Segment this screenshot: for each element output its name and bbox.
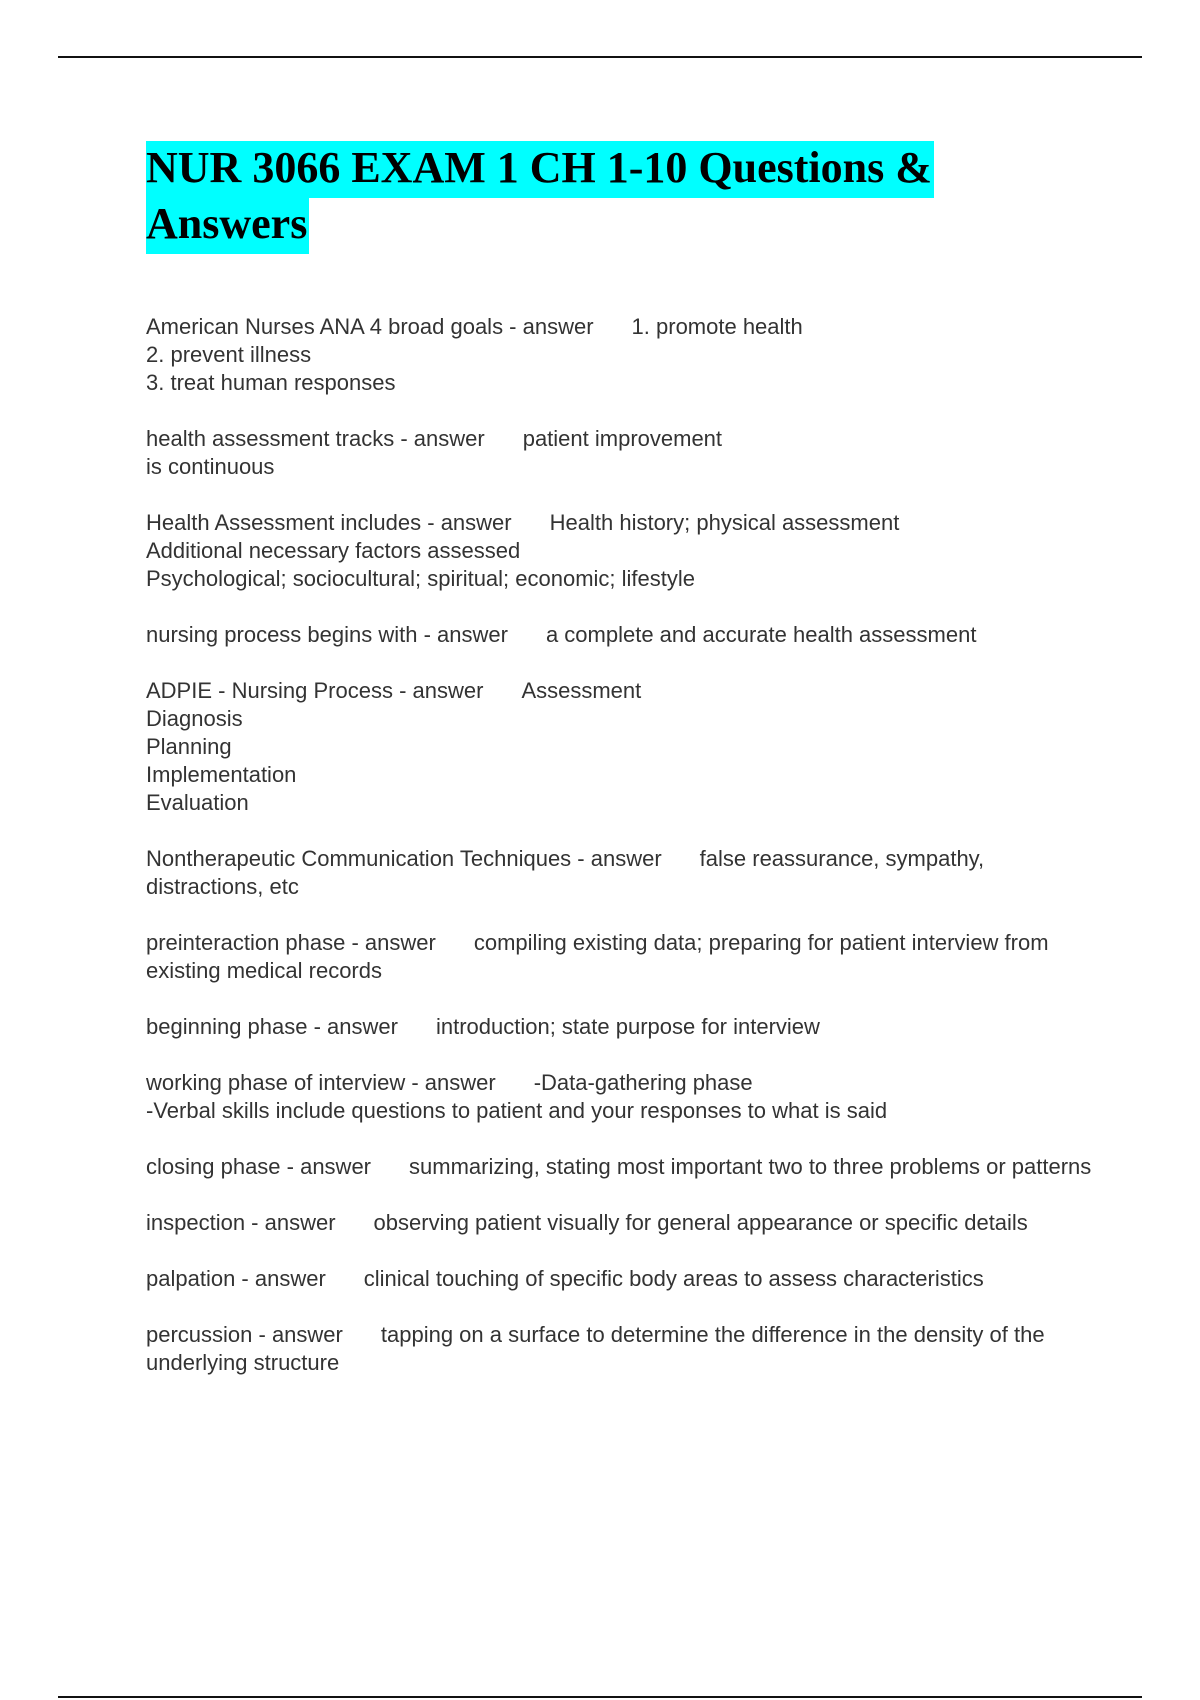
qa-answer: patient improvement [522, 426, 723, 451]
qa-term: American Nurses ANA 4 broad goals - answer [146, 314, 594, 339]
qa-term: palpation - answer [146, 1266, 326, 1291]
qa-item [146, 929, 1106, 985]
qa-answer-line: Planning [146, 734, 232, 759]
qa-item [146, 1069, 1106, 1125]
qa-answer: Assessment [521, 678, 642, 703]
qa-term: beginning phase - answer [146, 1014, 398, 1039]
qa-answer-line: Psychological; sociocultural; spiritual; economic; lifestyle [146, 566, 696, 591]
qa-item [146, 1153, 1106, 1181]
qa-answer-line: -Verbal skills include questions to patient and your responses to what is said [146, 1098, 888, 1123]
qa-answer: clinical touching of specific body areas to assess characteristics [363, 1266, 984, 1291]
qa-term: health assessment tracks - answer [146, 426, 485, 451]
qa-item [146, 313, 1106, 397]
title-highlight: NUR 3066 EXAM 1 CH 1-10 Questions & Answers [146, 141, 934, 254]
qa-item [146, 845, 1106, 901]
qa-item [146, 677, 1106, 817]
qa-term: ADPIE - Nursing Process - answer [146, 678, 484, 703]
qa-answer-line: 2. prevent illness [146, 342, 312, 367]
qa-answer-line: 3. treat human responses [146, 370, 396, 395]
qa-answer: 1. promote health [631, 314, 803, 339]
qa-term: closing phase - answer [146, 1154, 372, 1179]
qa-list [146, 313, 1106, 1405]
qa-answer: summarizing, stating most important two to three problems or patterns [409, 1154, 1092, 1179]
qa-term: inspection - answer [146, 1210, 336, 1235]
qa-answer: Health history; physical assessment [549, 510, 900, 535]
qa-answer: tapping on a surface to determine the difference in the density of the underlying structure [146, 1322, 1045, 1375]
qa-term: percussion - answer [146, 1322, 343, 1347]
qa-item [146, 425, 1106, 481]
qa-answer: false reassurance, sympathy, distractions, etc [146, 846, 985, 899]
qa-item [146, 1321, 1106, 1377]
qa-item [146, 621, 1106, 649]
page-title [146, 140, 1066, 252]
qa-answer: observing patient visually for general appearance or specific details [373, 1210, 1028, 1235]
qa-item [146, 1013, 1106, 1041]
qa-item [146, 1209, 1106, 1237]
qa-item [146, 1265, 1106, 1293]
qa-answer: -Data-gathering phase [533, 1070, 753, 1095]
top-rule [58, 56, 1142, 58]
qa-answer-line: Diagnosis [146, 706, 243, 731]
qa-item [146, 509, 1106, 593]
qa-term: preinteraction phase - answer [146, 930, 436, 955]
qa-answer: a complete and accurate health assessment [545, 622, 977, 647]
qa-answer-line: Implementation [146, 762, 297, 787]
qa-answer-line: Evaluation [146, 790, 249, 815]
qa-answer-line: is continuous [146, 454, 275, 479]
bottom-rule [58, 1696, 1142, 1698]
qa-answer: compiling existing data; preparing for patient interview from existing medical records [146, 930, 1049, 983]
qa-answer-line: Additional necessary factors assessed [146, 538, 521, 563]
qa-term: nursing process begins with - answer [146, 622, 508, 647]
qa-term: Nontherapeutic Communication Techniques - answer [146, 846, 662, 871]
qa-answer: introduction; state purpose for interview [435, 1014, 820, 1039]
qa-term: Health Assessment includes - answer [146, 510, 512, 535]
qa-term: working phase of interview - answer [146, 1070, 496, 1095]
